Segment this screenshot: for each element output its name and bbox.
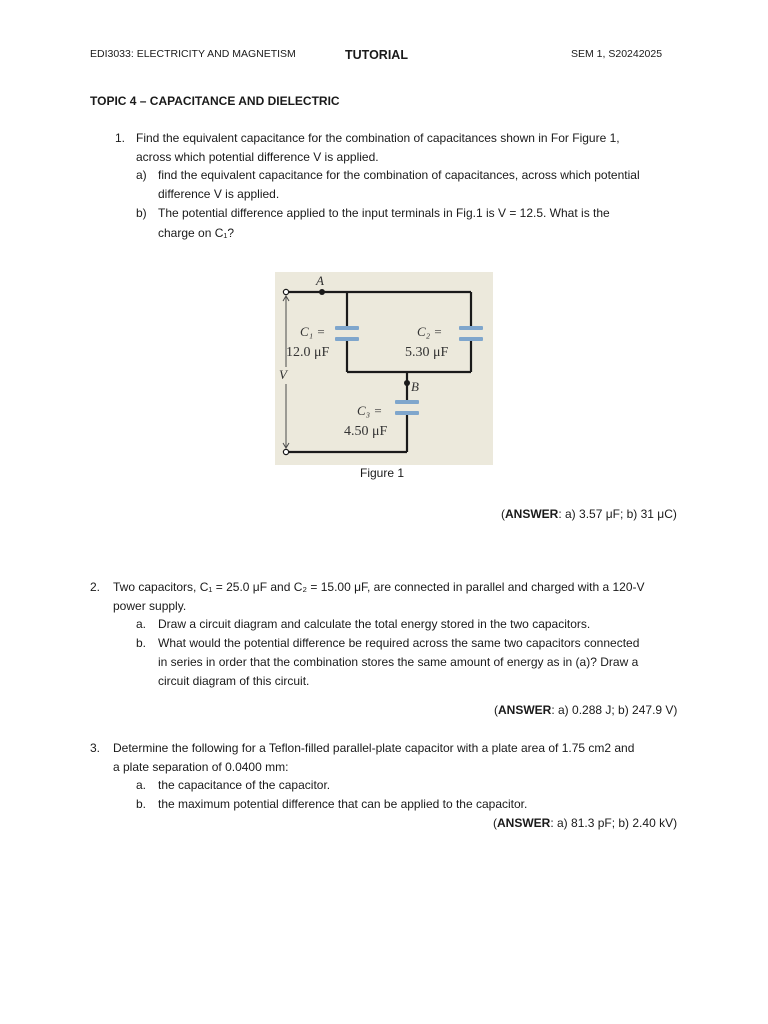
c3-capacitor-icon (395, 400, 419, 415)
q3-answer-label: ANSWER (497, 816, 551, 830)
c2-name: C₂ = (417, 324, 443, 339)
c2-plate-bottom (459, 337, 483, 341)
c2-capacitor-icon (459, 326, 483, 341)
topic-heading: TOPIC 4 – CAPACITANCE AND DIELECTRIC (90, 94, 340, 108)
c3-value: 4.50 μF (344, 424, 388, 439)
q2a-marker: a. (136, 617, 147, 631)
c1-capacitor-icon (335, 326, 359, 341)
q2a-text-line1: Draw a circuit diagram and calculate the total energy stored in the two capacitors. (158, 617, 591, 631)
q2-answer-label: ANSWER (498, 703, 552, 717)
c1-value: 12.0 μF (286, 345, 330, 360)
c3-plate-bottom (395, 411, 419, 415)
q1-text-line2: across which potential difference V is applied. (136, 150, 379, 164)
q1-answer-text: : a) 3.57 μF; b) 31 μC) (558, 507, 677, 521)
q3-answer: (ANSWER: a) 81.3 pF; b) 2.40 kV) (493, 816, 678, 830)
q3b-marker: b. (136, 797, 147, 811)
q3a-marker: a. (136, 778, 147, 792)
q3a-text-line1: the capacitance of the capacitor. (158, 778, 331, 792)
q1-number: 1. (115, 131, 126, 145)
semester-label: SEM 1, S20242025 (571, 48, 663, 60)
q1-text-line1: Find the equivalent capacitance for the combination of capacitances shown in For Figure 1, (136, 131, 620, 145)
q1b-text-line1: The potential difference applied to the input terminals in Fig.1 is V = 12.5. What is the (158, 206, 610, 220)
circuit-diagram (275, 272, 493, 465)
doc-type-title: TUTORIAL (345, 48, 408, 62)
q3-number: 3. (90, 741, 101, 755)
c1-name: C₁ = (300, 324, 326, 339)
q2-text-line1: Two capacitors, C₁ = 25.0 μF and C₂ = 15.00 μF, are connected in parallel and charged with a 120-V (113, 580, 645, 594)
q3-text-line2: a plate separation of 0.0400 mm: (113, 760, 289, 774)
q1b-text-line2: charge on C₁? (158, 226, 235, 240)
q2-answer: (ANSWER: a) 0.288 J; b) 247.9 V) (494, 703, 678, 717)
q2-number: 2. (90, 580, 101, 594)
q2-text-line2: power supply. (113, 599, 187, 613)
q1-answer-label: ANSWER (505, 507, 559, 521)
q2-answer-text: : a) 0.288 J; b) 247.9 V) (551, 703, 678, 717)
course-code: EDI3033: ELECTRICITY AND MAGNETISM (90, 48, 296, 60)
q1a-text-line1: find the equivalent capacitance for the combination of capacitances, across which potential (158, 168, 640, 182)
q1a-marker: a) (136, 168, 147, 182)
figure-caption: Figure 1 (360, 466, 405, 480)
node-a-label: A (316, 273, 324, 288)
c3-name: C₃ = (357, 403, 383, 418)
q3b-text-line1: the maximum potential difference that can be applied to the capacitor. (158, 797, 528, 811)
q2b-text-line2: in series in order that the combination stores the same amount of energy as in (a)? Draw a (158, 655, 639, 669)
c3-plate-top (395, 400, 419, 404)
q1b-marker: b) (136, 206, 147, 220)
q1a-text-line2: difference V is applied. (158, 187, 280, 201)
q2b-marker: b. (136, 636, 147, 650)
c2-value: 5.30 μF (405, 345, 449, 360)
q2b-text-line3: circuit diagram of this circuit. (158, 674, 310, 688)
circuit-figure (275, 272, 493, 465)
q3-answer-text: : a) 81.3 pF; b) 2.40 kV) (550, 816, 678, 830)
voltage-label: V (279, 367, 287, 382)
c2-plate-top (459, 326, 483, 330)
q3-text-line1: Determine the following for a Teflon-filled parallel-plate capacitor with a plate area of 1.75 cm2 and (113, 741, 635, 755)
c1-plate-top (335, 326, 359, 330)
c1-plate-bottom (335, 337, 359, 341)
node-b-label: B (411, 379, 419, 394)
q1-answer: (ANSWER: a) 3.57 μF; b) 31 μC) (501, 507, 677, 521)
q2b-text-line1: What would the potential difference be required across the same two capacitors connected (158, 636, 640, 650)
